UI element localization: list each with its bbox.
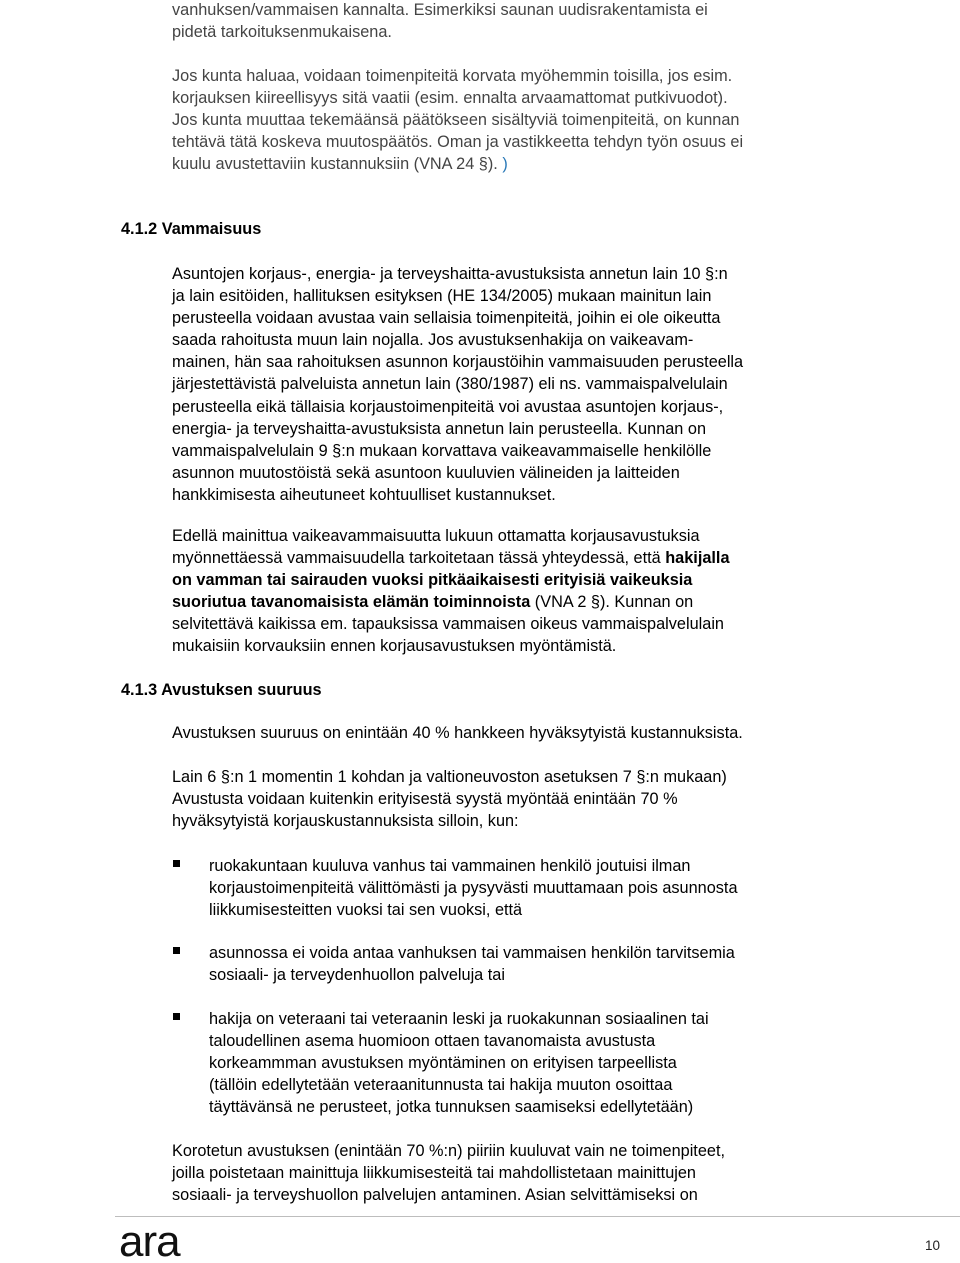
text-segment: kuulu avustettaviin kustannuksiin (VNA 24 §). — [172, 155, 503, 174]
text-line: sosiaali- ja terveyshuollon palvelujen antaminen. Asian selvittämiseksi on — [172, 1186, 698, 1205]
paragraph-disability-definition — [172, 525, 872, 658]
ara-logo-text: ara — [119, 1222, 180, 1262]
text-line — [172, 153, 872, 175]
text-line: saada rahoitusta muun lain nojalla. Jos avustuksenhakija on vaikeavam- — [172, 331, 694, 350]
list-item — [209, 855, 849, 921]
text-line: energia- ja terveyshaitta-avustuksista annetun lain perusteella. Kunnan on — [172, 419, 706, 438]
bullet-marker — [173, 860, 180, 867]
text-line — [172, 547, 872, 569]
text-segment: (VNA 2 §). Kunnan on — [530, 593, 694, 612]
text-line: ruokakuntaan kuuluva vanhus tai vammainen henkilö joutuisi ilman — [209, 857, 691, 875]
paragraph-increased-grant — [172, 766, 872, 832]
reference-link[interactable]: ) — [502, 155, 508, 174]
text-line: Edellä mainittua vaikeavammaisuutta lukuun ottamatta korjausavustuksia — [172, 527, 700, 545]
text-line: vanhuksen/vammaisen kannalta. Esimerkiksi saunan uudisrakentamista ei — [172, 1, 708, 19]
text-line: Avustusta voidaan kuitenkin erityisestä syystä myöntää enintään 70 % — [172, 790, 678, 809]
text-line: perusteella eikä tällaisia korjaustoimenpiteitä voi avustaa asuntojen korjaus-, — [172, 397, 724, 416]
text-line: taloudellinen asema huomioon ottaen tavanomaista avustusta — [209, 1032, 656, 1051]
paragraph-increased-scope — [172, 1140, 872, 1206]
text-line: korjaustoimenpiteitä välittömästi ja pysyvästi muuttamaan pois asunnosta — [209, 879, 738, 898]
bullet-marker — [173, 947, 180, 954]
text-line: hankkimisesta aiheutuneet kohtuulliset kustannukset. — [172, 485, 556, 504]
ara-logo — [119, 1222, 191, 1262]
section-heading-vammaisuus: 4.1.2 Vammaisuus — [121, 220, 262, 238]
text-line: mukaisiin korvauksiin ennen korjausavustuksen myöntämistä. — [172, 637, 617, 656]
list-item — [209, 942, 849, 986]
text-line — [172, 569, 872, 591]
page-number: 10 — [925, 1238, 941, 1253]
text-line: korjauksen kiireellisyys sitä vaatii (esim. ennalta arvaamattomat putkivuodot). — [172, 89, 728, 108]
text-line: (tällöin edellytetään veteraanitunnusta tai hakija muuton osoittaa — [209, 1076, 673, 1095]
text-line: tehtävä tätä koskeva muutospäätös. Oman ja vastikkeetta tehdyn työn osuus ei — [172, 133, 744, 152]
list-item — [209, 1008, 849, 1118]
bold-segment: suoriutua tavanomaisista elämän toiminnoista — [172, 593, 531, 612]
text-line: selvitettävä kaikissa em. tapauksissa vammaisen oikeus vammaispalvelulain — [172, 615, 724, 634]
paragraph-changes — [172, 65, 872, 175]
text-line: mainen, hän saa rahoituksen asunnon korjaustöihin vammaisuuden perusteella — [172, 353, 744, 372]
text-line: Jos kunta haluaa, voidaan toimenpiteitä korvata myöhemmin toisilla, jos esim. — [172, 67, 733, 85]
text-line: sosiaali- ja terveydenhuollon palveluja tai — [209, 966, 505, 985]
section-heading-avustuksen-suuruus: 4.1.3 Avustuksen suuruus — [121, 681, 322, 699]
text-segment: myönnettäessä vammaisuudella tarkoitetaan tässä yhteydessä, että — [172, 549, 666, 568]
bold-segment: on vamman tai sairauden vuoksi pitkäaikaisesti erityisiä vaikeuksia — [172, 571, 693, 590]
text-line: joilla poistetaan mainittuja liikkumisesteitä tai mahdollistetaan mainittujen — [172, 1164, 696, 1183]
text-line: ja lain esitöiden, hallituksen esityksen (HE 134/2005) mukaan mainitun lain — [172, 287, 712, 306]
paragraph-disability-law — [172, 263, 872, 506]
text-line: Asuntojen korjaus-, energia- ja terveyshaitta-avustuksista annetun lain 10 §:n — [172, 265, 728, 283]
text-line: järjestettävistä palveluista annetun lain (380/1987) eli ns. vammaispalvelulain — [172, 375, 728, 394]
text-line: perusteella voidaan avustaa vain sellaisia toimenpiteitä, joihin ei ole oikeutta — [172, 309, 721, 328]
text-line: vammaispalvelulain 9 §:n mukaan korvattava vaikeavammaiselle henkilölle — [172, 441, 712, 460]
text-line: korkeammman avustuksen myöntäminen on erityisen tarpeellista — [209, 1054, 677, 1073]
text-line: hakija on veteraani tai veteraanin leski ja ruokakunnan sosiaalinen tai — [209, 1010, 709, 1028]
bold-segment: hakijalla — [665, 549, 730, 568]
text-line: Jos kunta muuttaa tekemäänsä päätökseen sisältyviä toimenpiteitä, on kunnan — [172, 111, 740, 130]
text-line: hyväksytyistä korjauskustannuksista silloin, kun: — [172, 812, 519, 831]
text-line: Korotetun avustuksen (enintään 70 %:n) piiriin kuuluvat vain ne toimenpiteet, — [172, 1142, 725, 1160]
footer-divider — [115, 1216, 960, 1217]
paragraph-grant-amount — [172, 722, 872, 744]
paragraph-continuation — [172, 0, 872, 43]
text-line: Avustuksen suuruus on enintään 40 % hankkeen hyväksytyistä kustannuksista. — [172, 724, 743, 742]
text-line: liikkumisesteitten vuoksi tai sen vuoksi, että — [209, 901, 523, 920]
text-line: asunnossa ei voida antaa vanhuksen tai vammaisen henkilön tarvitsemia — [209, 944, 735, 962]
bullet-marker — [173, 1013, 180, 1020]
text-line: pidetä tarkoituksenmukaisena. — [172, 23, 392, 42]
text-line: Lain 6 §:n 1 momentin 1 kohdan ja valtioneuvoston asetuksen 7 §:n mukaan) — [172, 768, 727, 786]
text-line: asunnon muutostöistä sekä asuntoon kuuluvien välineiden ja laitteiden — [172, 463, 680, 482]
text-line — [172, 591, 872, 613]
text-line: täyttävänsä ne perusteet, jotka tunnuksen saamiseksi edellytetään) — [209, 1098, 694, 1117]
